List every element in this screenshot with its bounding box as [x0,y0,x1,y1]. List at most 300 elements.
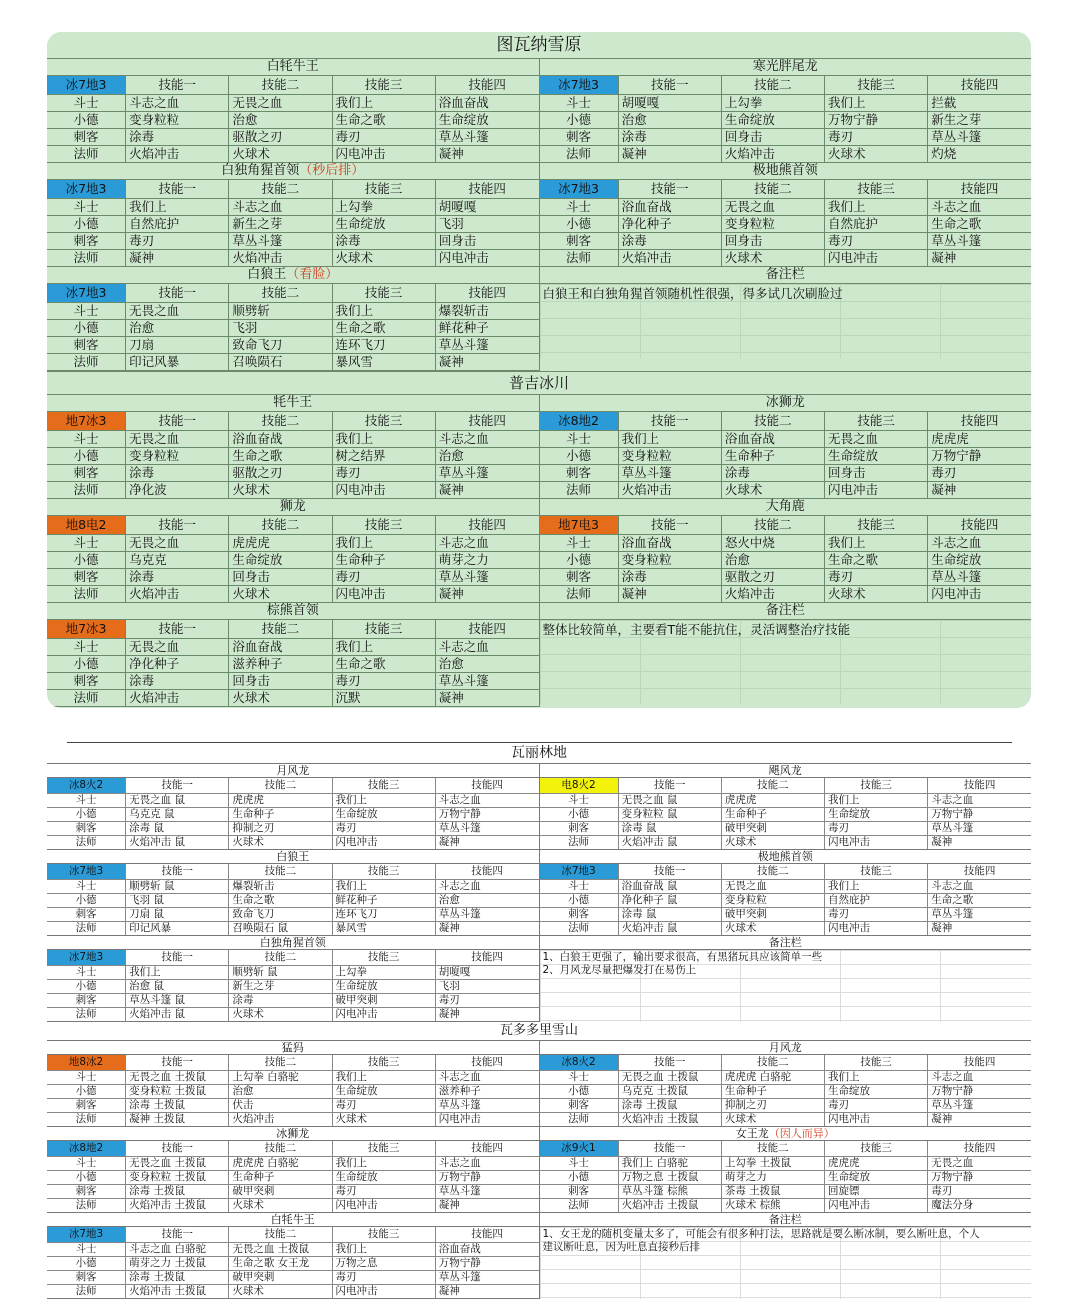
skill-cell: 自然庇护 [825,894,928,908]
skill-cell: 生命种子 [229,808,332,822]
skill-cell: 变身粒粒 [721,894,824,908]
table-row [47,354,539,371]
column-header: 技能三 [825,180,928,199]
skill-cell: 火球术 [229,482,332,499]
role-cell: 斗士 [47,966,126,980]
skill-cell: 火焰冲击 土拨鼠 [618,1113,721,1127]
table-row [47,216,539,233]
table-row [47,1085,539,1099]
skill-cell: 毒刃 [332,465,435,482]
skill-cell: 涂毒 [126,569,229,586]
skill-cell: 斗志之血 [928,535,1031,552]
skill-cell: 驱散之刃 [229,465,332,482]
table-row [47,908,539,922]
skill-cell: 毒刃 [435,994,538,1008]
boss-name [47,1213,539,1227]
boss-name-text: 牦牛王 [273,395,313,410]
skill-cell: 萌芽之力 [721,1171,824,1185]
column-header: 技能一 [126,1227,229,1243]
skill-cell: 闪电冲击 [438,250,489,265]
skill-cell: 草丛斗篷 [435,1271,538,1285]
skill-cell: 我们上 [332,639,435,656]
skill-cell: 闪电冲击 [332,1285,435,1299]
skill-cell: 毒刃 [928,465,1031,482]
skill-cell: 闪电冲击 [332,146,435,163]
column-header: 技能一 [126,950,229,966]
boss-block [540,1127,1032,1213]
table-row [47,1271,539,1285]
table-row [47,1199,539,1213]
boss-warning: （因人而异） [768,1127,835,1140]
table-row [47,535,539,552]
role-cell: 斗士 [540,880,619,894]
role-cell: 小德 [47,216,126,233]
column-header: 技能一 [126,620,229,639]
element-tag: 地7冰3 [47,412,126,431]
table-row [540,880,1032,894]
note-title: 备注栏 [540,603,1032,620]
skill-cell: 萌芽之力 土拨鼠 [126,1257,229,1271]
right-column [540,764,1032,1022]
table-row [47,95,539,112]
role-cell: 斗士 [540,794,619,808]
boss-name-text: 极地熊首领 [752,163,818,178]
skill-cell: 胡嗄嘎 [435,199,538,216]
table-row [47,146,539,163]
column-header: 技能三 [332,1055,435,1071]
note-line: 建议断吐息，因为吐息直接秒后排 [542,1241,700,1253]
skill-cell: 回旋镖 [825,1185,928,1199]
skill-cell: 治愈 [435,894,538,908]
skill-cell: 我们上 [332,1071,435,1085]
boss-name-text: 冰狮龙 [765,395,805,410]
role-cell: 小德 [540,808,619,822]
role-cell: 法师 [540,586,619,603]
skill-cell: 刀扇 鼠 [126,908,229,922]
skill-cell: 虎虎虎 [229,535,332,552]
skill-cell: 萌芽之力 [435,552,538,569]
column-header: 技能二 [721,180,824,199]
skill-cell: 火球术 [229,1285,332,1299]
skill-cell: 火焰冲击 鼠 [126,1008,229,1022]
skill-cell: 飞羽 [435,980,538,994]
table-row [47,1099,539,1113]
skill-cell: 无畏之血 土拨鼠 [229,1243,332,1257]
column-header: 技能二 [229,864,332,880]
skill-cell: 万物之息 [332,1257,435,1271]
skill-cell: 火球术 [229,1199,332,1213]
skill-cell: 破甲突刺 [721,908,824,922]
column-header: 技能二 [229,180,332,199]
skill-table [47,778,539,849]
skill-cell: 回身击 [721,233,824,250]
skill-cell: 草丛斗篷 [435,465,538,482]
role-cell: 法师 [540,1199,619,1213]
skill-table [540,1055,1032,1126]
column-header: 技能四 [928,1141,1031,1157]
boss-name [47,936,539,950]
region-title: 瓦多多里雪山 [47,1022,1031,1041]
skill-cell: 斗志之血 [126,95,229,112]
role-cell: 小德 [540,1085,619,1099]
table-row [540,535,1032,552]
element-tag: 冰7地3 [47,950,126,966]
skill-cell: 生命绽放 [332,216,435,233]
element-tag: 地7冰3 [47,620,126,639]
skill-cell: 飞羽 [435,216,538,233]
skill-cell: 闪电冲击 [825,250,928,267]
section-waduoduoli [47,1041,1031,1299]
table-row [47,129,539,146]
skill-cell: 变身粒粒 土拨鼠 [126,1085,229,1099]
right-column [540,59,1032,371]
table-row [540,1099,1032,1113]
column-header: 技能四 [435,284,538,303]
skill-cell: 草丛斗篷 [435,569,538,586]
role-cell: 刺客 [540,129,619,146]
role-cell: 斗士 [540,95,619,112]
skill-cell: 新生之芽 [229,216,332,233]
skill-cell: 斗志之血 [928,880,1031,894]
boss-block [47,267,539,371]
skill-cell: 生命种子 [721,1085,824,1099]
skill-cell: 我们上 [332,880,435,894]
skill-cell: 上勾拳 [332,199,435,216]
skill-cell: 抑制之刃 [229,822,332,836]
skill-cell: 我们上 [332,431,435,448]
table-row [540,465,1032,482]
boss-block [47,1041,539,1127]
skill-cell: 万物宁静 [435,1171,538,1185]
skill-cell: 我们上 [332,1243,435,1257]
table-row [47,233,539,250]
table-row [540,586,1032,603]
boss-name-text: 白牦牛王 [270,1213,315,1226]
role-cell: 小德 [47,656,126,673]
table-row [540,908,1032,922]
boss-name-text: 大角鹿 [765,499,805,514]
table-row [47,199,539,216]
skill-cell: 涂毒 [618,129,721,146]
boss-block [540,59,1032,163]
skill-cell: 草丛斗篷 [928,569,1031,586]
role-cell: 法师 [47,1113,126,1127]
column-header: 技能二 [229,1227,332,1243]
role-cell: 法师 [47,1199,126,1213]
skill-cell: 毒刃 [332,673,435,690]
skill-cell: 火焰冲击 [229,250,332,267]
table-row [540,552,1032,569]
skill-cell: 万物之息 土拨鼠 [618,1171,721,1185]
role-cell: 刺客 [540,233,619,250]
role-cell: 法师 [540,482,619,499]
element-tag: 冰8火2 [47,778,126,794]
boss-name-text: 猛犸 [281,1041,304,1054]
skill-cell: 闪电冲击 [825,482,928,499]
skill-cell: 闪电冲击 [825,1113,928,1127]
skill-cell: 闪电冲击 [332,482,435,499]
boss-name [540,850,1032,864]
skill-cell: 凝神 [931,1113,953,1125]
skill-cell: 火焰冲击 [618,482,721,499]
table-row [47,1171,539,1185]
skill-cell: 火球术 [825,146,928,163]
skill-cell: 火焰冲击 鼠 [618,922,721,936]
note-title: 备注栏 [540,267,1032,284]
skill-cell: 火球术 [332,250,435,267]
role-cell: 斗士 [47,431,126,448]
skill-cell: 生命绽放 [928,552,1031,569]
skill-cell: 火焰冲击 [721,586,824,603]
column-header: 技能四 [928,1055,1031,1071]
table-row [47,482,539,499]
section-tuwana [47,59,1031,371]
table-row [540,1171,1032,1185]
skill-cell: 草丛斗篷 [229,233,332,250]
skill-cell: 涂毒 土拨鼠 [126,1099,229,1113]
skill-table [47,620,539,706]
skill-cell: 涂毒 土拨鼠 [618,1099,721,1113]
column-header: 技能一 [618,180,721,199]
skill-cell: 驱散之刃 [229,129,332,146]
column-header: 技能二 [229,1141,332,1157]
boss-name [540,163,1032,180]
role-cell: 小德 [540,552,619,569]
boss-block [47,1127,539,1213]
column-header: 技能三 [825,864,928,880]
skill-cell: 无畏之血 [229,95,332,112]
skill-cell: 火焰冲击 土拨鼠 [618,1199,721,1213]
role-cell: 小德 [47,1257,126,1271]
boss-block [540,163,1032,267]
skill-cell: 回身击 [435,233,538,250]
column-header: 技能二 [721,1055,824,1071]
table-row [540,431,1032,448]
column-header: 技能四 [435,1055,538,1071]
skill-cell: 飞羽 [229,320,332,337]
skill-cell: 拦截 [928,95,1031,112]
role-cell: 小德 [540,448,619,465]
skill-cell: 滋养种子 [435,1085,538,1099]
boss-warning: （秒后排） [299,163,365,178]
skill-cell: 无畏之血 土拨鼠 [126,1071,229,1085]
skill-cell: 无畏之血 [721,880,824,894]
boss-block [540,764,1032,850]
boss-block [47,163,539,267]
skill-cell: 万物宁静 [928,1171,1031,1185]
role-cell: 刺客 [47,908,126,922]
skill-cell: 闪电冲击 [332,1199,435,1213]
skill-cell: 斗志之血 [435,794,538,808]
skill-cell: 火球术 [332,1113,435,1127]
skill-table [47,1055,539,1126]
role-cell: 法师 [47,146,126,163]
skill-cell: 治愈 [435,448,538,465]
role-cell: 斗士 [540,535,619,552]
column-header: 技能一 [126,864,229,880]
skill-cell: 毒刃 [825,569,928,586]
skill-cell: 我们上 [126,966,229,980]
role-cell: 法师 [47,690,126,707]
skill-cell: 怒火中烧 [721,535,824,552]
column-header: 技能一 [126,516,229,535]
boss-name [47,163,539,180]
column-header: 技能三 [825,516,928,535]
skill-cell: 斗志之血 [435,1071,538,1085]
skill-cell: 凝神 [931,922,953,934]
skill-cell: 凝神 [438,146,464,161]
role-cell: 刺客 [47,1185,126,1199]
column-header: 技能二 [229,620,332,639]
role-cell: 刺客 [47,994,126,1008]
left-column [47,59,540,371]
role-cell: 刺客 [540,1185,619,1199]
column-header: 技能一 [126,778,229,794]
skill-cell: 凝神 [438,354,464,369]
skill-cell: 破甲突刺 [229,1271,332,1285]
table-row [540,146,1032,163]
skill-cell: 草丛斗篷 [435,1099,538,1113]
skill-cell: 虎虎虎 白骆驼 [229,1157,332,1171]
note-body [540,284,1032,358]
skill-cell: 浴血奋战 [229,431,332,448]
table-row [47,980,539,994]
role-cell: 刺客 [47,673,126,690]
skill-cell: 草丛斗篷 [435,337,538,354]
region-title: 普吉冰川 [47,371,1031,395]
skill-cell: 自然庇护 [126,216,229,233]
skill-cell: 上勾拳 白骆驼 [229,1071,332,1085]
column-header: 技能四 [435,864,538,880]
note-line: 2、月风龙尽量把爆发打在易伤上 [542,964,697,976]
skill-cell: 生命绽放 [825,1171,928,1185]
region-title: 瓦丽林地 [47,743,1031,764]
skill-cell: 凝神 [931,250,957,265]
skill-table [47,1227,539,1298]
role-cell: 斗士 [47,535,126,552]
table-row [540,216,1032,233]
skill-cell: 闪电冲击 [825,922,928,936]
column-header: 技能三 [332,864,435,880]
skill-cell: 毒刃 [825,908,928,922]
skill-cell: 涂毒 [126,465,229,482]
boss-name [47,1127,539,1141]
skill-cell: 我们上 [126,199,229,216]
skill-cell: 斗志之血 [435,639,538,656]
skill-table [47,950,539,1021]
skill-cell: 闪电冲击 [332,586,435,603]
skill-cell: 草丛斗篷 [928,129,1031,146]
note-text: 白狼王和白独角猩首领随机性很强，得多试几次刷脸过 [542,286,843,301]
skill-cell: 斗志之血 [928,794,1031,808]
column-header: 技能一 [618,1141,721,1157]
boss-name [540,764,1032,778]
skill-table [540,76,1032,162]
role-cell: 小德 [540,894,619,908]
skill-cell: 涂毒 鼠 [618,908,721,922]
boss-name [540,395,1032,412]
column-header: 技能四 [435,180,538,199]
column-header: 技能一 [618,864,721,880]
skill-cell: 召唤陨石 [229,354,332,371]
skill-cell: 火球术 [721,1113,824,1127]
boss-name-text: 狮龙 [279,499,306,514]
skill-cell: 草丛斗篷 [435,908,538,922]
skill-cell: 变身粒粒 [126,112,229,129]
skill-cell: 鲜花种子 [435,320,538,337]
skill-table [540,412,1032,498]
left-column [47,1041,540,1299]
boss-name [47,603,539,620]
skill-cell: 毒刃 [825,1099,928,1113]
skill-cell: 火焰冲击 [126,146,229,163]
skill-cell: 万物宁静 [825,112,928,129]
boss-block [47,764,539,850]
table-row [47,673,539,690]
skill-cell: 破甲突刺 [332,994,435,1008]
column-header: 技能四 [928,412,1031,431]
skill-cell: 印记风暴 [126,354,229,371]
column-header: 技能一 [126,1055,229,1071]
skill-cell: 暴风雪 [332,354,435,371]
sheet-vali [47,742,1031,1302]
role-cell: 刺客 [47,569,126,586]
skill-cell: 凝神 [126,250,229,267]
column-header: 技能三 [332,778,435,794]
skill-table [540,516,1032,602]
role-cell: 法师 [47,586,126,603]
skill-cell: 灼烧 [931,146,957,161]
skill-cell: 印记风暴 [126,922,229,936]
skill-cell: 斗志之血 [435,535,538,552]
skill-cell: 变身粒粒 土拨鼠 [126,1171,229,1185]
skill-cell: 我们上 白骆驼 [618,1157,721,1171]
skill-cell: 乌克克 [126,552,229,569]
skill-cell: 致命飞刀 [229,337,332,354]
role-cell: 法师 [47,354,126,371]
role-cell: 斗士 [540,199,619,216]
skill-cell: 火焰冲击 鼠 [126,836,229,850]
skill-cell: 毒刃 [126,233,229,250]
skill-cell: 自然庇护 [825,216,928,233]
element-tag: 冰7地3 [47,1227,126,1243]
column-header: 技能三 [332,516,435,535]
skill-cell: 治愈 鼠 [126,980,229,994]
column-header: 技能三 [332,284,435,303]
table-row [47,1285,539,1299]
column-header: 技能三 [332,76,435,95]
skill-cell: 草丛斗篷 [435,129,538,146]
boss-name [47,267,539,284]
skill-cell: 生命绽放 [332,808,435,822]
element-tag: 冰7地3 [47,864,126,880]
skill-cell: 草丛斗篷 [435,822,538,836]
boss-block [47,59,539,163]
skill-cell: 毒刃 [332,822,435,836]
table-row [47,250,539,267]
skill-cell: 破甲突刺 [229,1185,332,1199]
skill-cell: 上勾拳 [332,966,435,980]
table-row [47,337,539,354]
boss-name-text: 月风龙 [276,764,310,777]
skill-table [47,516,539,602]
role-cell: 刺客 [47,337,126,354]
table-row [47,448,539,465]
column-header: 技能三 [825,412,928,431]
skill-cell: 毒刃 [825,129,928,146]
column-header: 技能三 [332,1141,435,1157]
skill-cell: 万物宁静 [928,448,1031,465]
